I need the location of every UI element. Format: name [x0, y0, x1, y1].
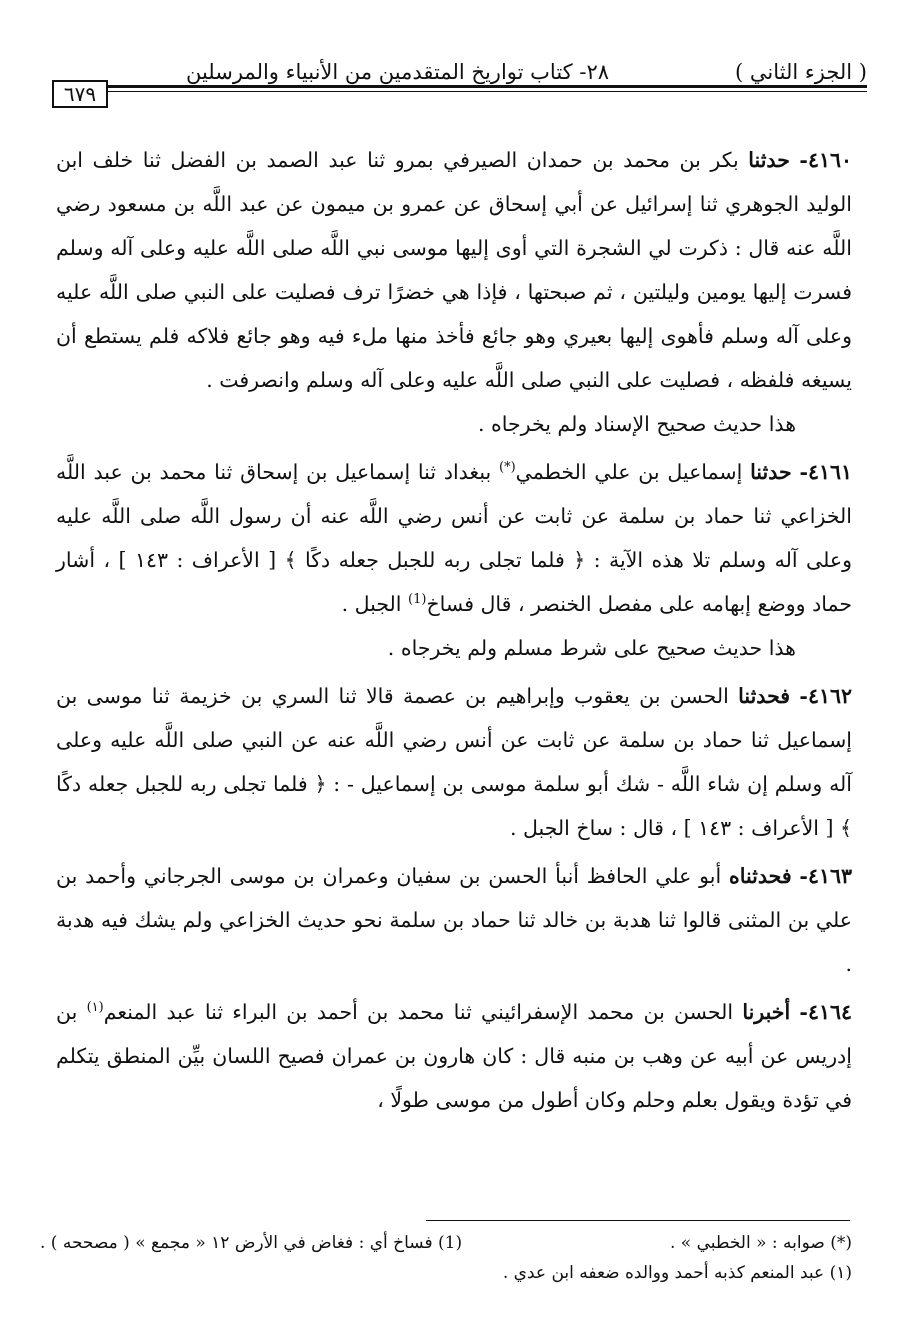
footnote-row [40, 1228, 852, 1258]
hadith-4162 [56, 674, 852, 850]
footnote-ref-star: (*) [499, 460, 516, 476]
hadith-number: ٤١٦٣- [799, 864, 852, 888]
hadith-lead-word: حدثنا [748, 148, 790, 172]
hadith-lead-word: حدثنا [750, 460, 792, 484]
hadith-text: أبو علي الحافظ أنبأ الحسن بن سفيان وعمران بن موسى الجرجاني وأحمد بن علي بن المثنى قالوا ثنا هدبة بن خالد ثنا حماد بن سلمة نحو حديث الخزاعي ولم يشك فيه هدبة . [56, 864, 852, 976]
hadith-text: الحسن بن محمد الإسفرائيني ثنا محمد بن أحمد بن البراء ثنا عبد المنعم [103, 1000, 743, 1024]
header-rule-thin [108, 91, 867, 92]
footnote-separator [426, 1220, 850, 1221]
hadith-4161 [56, 450, 852, 626]
hadith-lead-word: فحدثناه [728, 864, 792, 888]
volume-part-label: ( الجزء الثاني ) [735, 60, 867, 84]
footnotes [40, 1228, 852, 1288]
hadith-lead-word: أخبرنا [742, 1000, 791, 1024]
hadith-4163 [56, 854, 852, 986]
hadith-4164 [56, 990, 852, 1122]
hadith-grading: هذا حديث صحيح على شرط مسلم ولم يخرجاه . [387, 636, 796, 660]
hadith-text: بن إدريس عن أبيه عن وهب بن منبه قال : كان هارون بن عمران فصيح اللسان بيِّن المنطق يتكلم في تؤدة ويقول بعلم وحلم وكان أطول من موسى طولًا ، [56, 1000, 852, 1112]
hadith-grading: هذا حديث صحيح الإسناد ولم يخرجاه . [477, 412, 796, 436]
main-text [56, 138, 852, 1122]
hadith-number: ٤١٦٢- [799, 684, 852, 708]
hadith-text: الجبل . [341, 592, 409, 616]
hadith-text: بكر بن محمد بن حمدان الصيرفي بمرو ثنا عبد الصمد بن الفضل ثنا خلف ابن الوليد الجوهري ثنا إسرائيل عن أبي إسحاق عن عمرو بن ميمون عن عبد اللَّه بن مسعود رضي اللَّه عنه قال : ذكرت لي الشجرة التي أوى إليها موسى نبي اللَّه صلى اللَّه عليه وعلى آله وسلم فسرت إليها يومين وليلتين ، ثم صبحتها ، فإذا هي خضرًا ترف فصليت على النبي صلى اللَّه عليه وعلى آله وسلم فأهوى إليها بعيري وهو جائع فأخذ منها ملء فيه وهو جائع فلاكه فلم يستطع أن يسيغه فلفظه ، فصليت على النبي صلى اللَّه عليه وعلى آله وسلم وانصرفت . [56, 148, 852, 392]
footnote-ref-1: (1) [408, 592, 427, 608]
hadith-lead-word: فحدثنا [738, 684, 791, 708]
hadith-number: ٤١٦٠- [799, 148, 852, 172]
hadith-number: ٤١٦٤- [799, 1000, 852, 1024]
footnote-star: (*) صوابه : « الخطبي » . [669, 1233, 852, 1253]
footnote-arabic-1: (١) عبد المنعم كذبه أحمد ووالده ضعفه ابن عدي . [502, 1263, 852, 1283]
footnote-ref-arabic-1: (١) [86, 1000, 104, 1016]
footnote-1: (1) فساخ أي : فغاض في الأرض ١٢ « مجمع » ( مصححه ) . [40, 1233, 463, 1253]
header-rule-thick [108, 85, 867, 88]
book-title: ٢٨- كتاب تواريخ المتقدمين من الأنبياء والمرسلين [185, 60, 609, 84]
hadith-number: ٤١٦١- [799, 460, 852, 484]
hadith-4160 [56, 138, 852, 402]
page-number-box: ٦٧٩ [52, 80, 108, 108]
footnote-row [40, 1258, 852, 1288]
hadith-text: ببغداد ثنا إسماعيل بن إسحاق ثنا محمد بن عبد اللَّه الخزاعي ثنا حماد بن سلمة عن ثابت عن أنس رضي اللَّه عنه أن رسول اللَّه صلى اللَّه عليه وعلى آله وسلم تلا هذه الآية : ﴿ فلما تجلى ربه للجبل جعله دكًا ﴾ [ الأعراف : ١٤٣ ] ، أشار حماد ووضع إبهامه على مفصل الخنصر ، قال فساخ [56, 460, 852, 616]
hadith-text: إسماعيل بن علي الخطمي [515, 460, 751, 484]
hadith-text: الحسن بن يعقوب وإبراهيم بن عصمة قالا ثنا السري بن خزيمة ثنا موسى بن إسماعيل ثنا حماد بن سلمة عن ثابت عن أنس رضي اللَّه عنه عن النبي صلى اللَّه عليه وعلى آله وسلم إن شاء اللَّه - شك أبو سلمة موسى بن إسماعيل - : ﴿ فلما تجلى ربه للجبل جعله دكًا ﴾ [ الأعراف : ١٤٣ ] ، قال : ساخ الجبل . [56, 684, 852, 840]
running-header [52, 58, 867, 106]
